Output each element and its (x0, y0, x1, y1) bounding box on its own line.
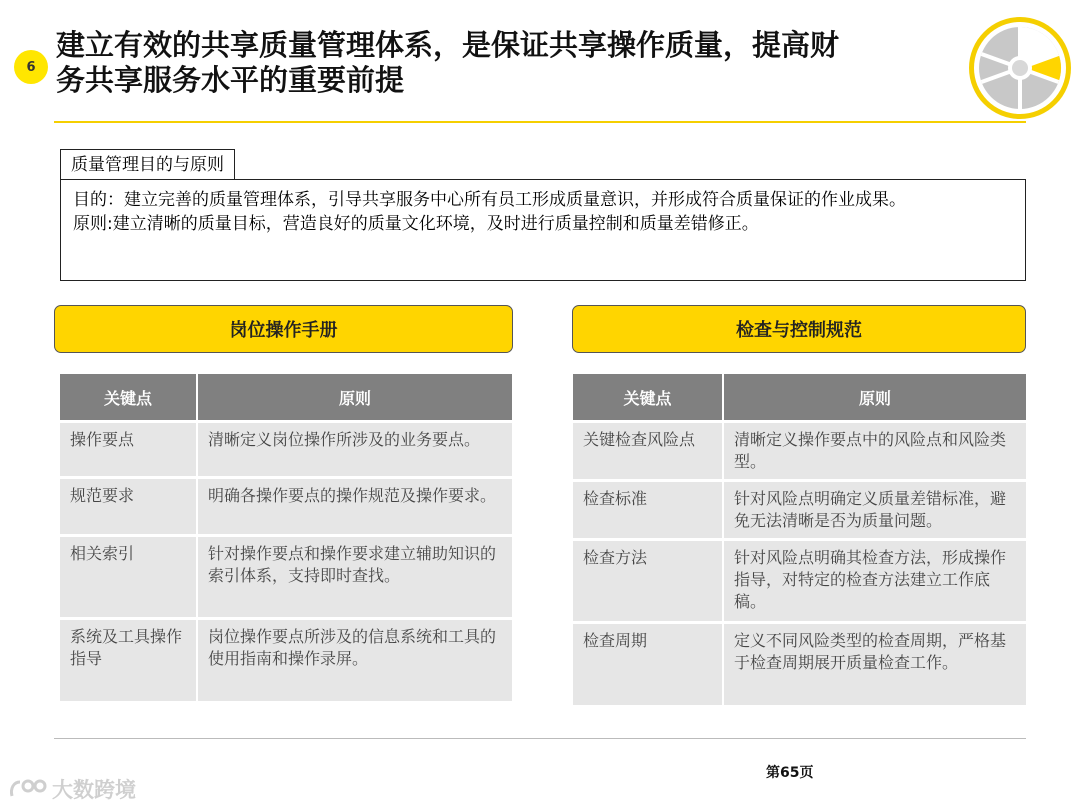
header-key-point: 关键点 (60, 374, 197, 422)
table-header-row (573, 374, 1026, 422)
table-header-row (60, 374, 512, 422)
purpose-box (60, 179, 1026, 281)
title-line-2: 务共享服务水平的重要前提 (56, 63, 405, 97)
key-point-cell: 规范要求 (60, 478, 197, 536)
title-line-1: 建立有效的共享质量管理体系，是保证共享操作质量，提高财 (56, 28, 840, 62)
watermark-logo-icon (8, 778, 48, 800)
wheel-logo-icon (966, 14, 1074, 122)
title-divider (54, 121, 1026, 123)
purpose-goal-text: 目的：建立完善的质量管理体系，引导共享服务中心所有员工形成质量意识，并形成符合质量保证的作业成果。 (73, 190, 906, 210)
key-point-cell: 检查周期 (573, 623, 723, 705)
purpose-tab-label: 质量管理目的与原则 (60, 149, 235, 180)
table-row (573, 422, 1026, 481)
page-number: 第65页 (766, 765, 814, 781)
purpose-principle-text: 原则:建立清晰的质量目标，营造良好的质量文化环境，及时进行质量控制和质量差错修正。 (73, 214, 759, 234)
key-point-cell: 系统及工具操作指导 (60, 619, 197, 701)
key-point-cell: 检查标准 (573, 481, 723, 540)
principle-cell: 针对风险点明确定义质量差错标准，避免无法清晰是否为质量问题。 (723, 481, 1026, 540)
footer-divider (54, 738, 1026, 739)
table-row (573, 540, 1026, 623)
section-title-inspection-control: 检查与控制规范 (572, 305, 1026, 353)
section-title-operation-manual: 岗位操作手册 (54, 305, 513, 353)
key-point-cell: 相关索引 (60, 536, 197, 619)
header-key-point: 关键点 (573, 374, 723, 422)
page-title (56, 28, 956, 98)
header-principle: 原则 (197, 374, 512, 422)
principle-cell: 定义不同风险类型的检查周期，严格基于检查周期展开质量检查工作。 (723, 623, 1026, 705)
key-point-cell: 操作要点 (60, 422, 197, 478)
principle-cell: 清晰定义岗位操作所涉及的业务要点。 (197, 422, 512, 478)
watermark-text: 大数跨境 (52, 778, 136, 802)
table-row (60, 536, 512, 619)
table-row (573, 623, 1026, 705)
table-row (60, 478, 512, 536)
operation-manual-table (60, 374, 512, 701)
principle-cell: 针对风险点明确其检查方法，形成操作指导，对特定的检查方法建立工作底稿。 (723, 540, 1026, 623)
inspection-control-table (573, 374, 1026, 705)
principle-cell: 岗位操作要点所涉及的信息系统和工具的使用指南和操作录屏。 (197, 619, 512, 701)
key-point-cell: 检查方法 (573, 540, 723, 623)
table-row (573, 481, 1026, 540)
key-point-cell: 关键检查风险点 (573, 422, 723, 481)
slide-number-badge: 6 (14, 50, 48, 84)
table-row (60, 619, 512, 701)
table-row (60, 422, 512, 478)
principle-cell: 明确各操作要点的操作规范及操作要求。 (197, 478, 512, 536)
watermark (8, 774, 136, 804)
principle-cell: 清晰定义操作要点中的风险点和风险类型。 (723, 422, 1026, 481)
principle-cell: 针对操作要点和操作要求建立辅助知识的索引体系，支持即时查找。 (197, 536, 512, 619)
header-principle: 原则 (723, 374, 1026, 422)
